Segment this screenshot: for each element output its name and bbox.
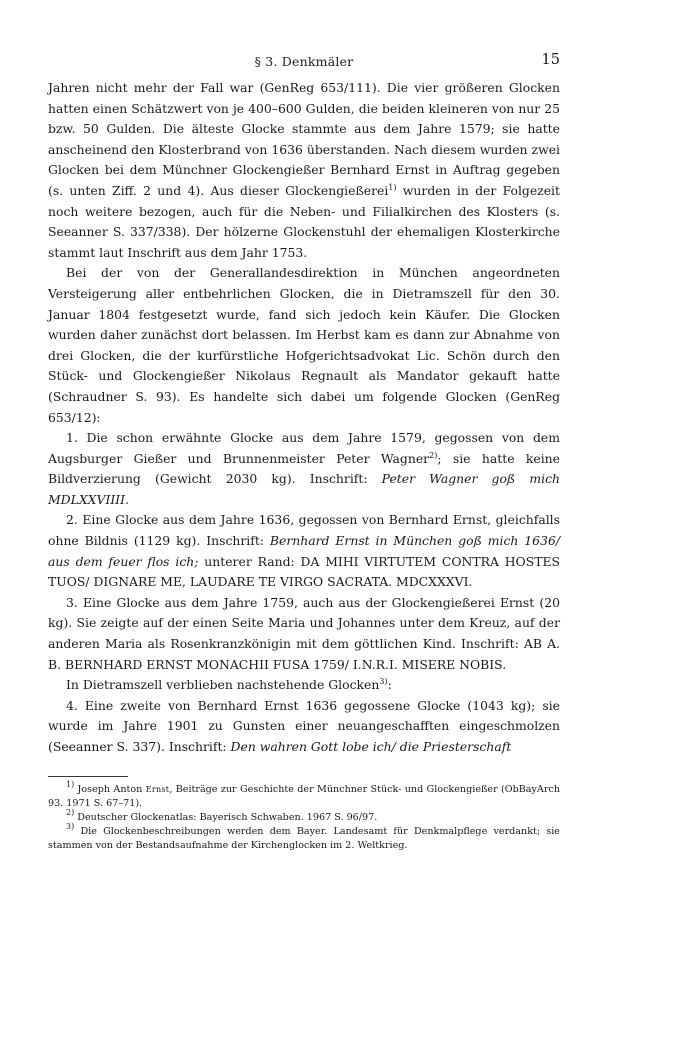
- bell-item-2: 2. Eine Glocke aus dem Jahre 1636, gegossen von Bernhard Ernst, gleichfalls ohne Bildnis (1129 kg). Inschrift: Bernhard Ernst in München goß mich 1636/ aus dem feuer flos ich; unterer Rand: DA MIHI VIRTUTEM CONTRA HOSTES TUOS/ DIGNARE ME, LAUDARE TE VIRGO SACRATA. MDCXXXVI.: [48, 512, 561, 590]
- page-header: [48, 52, 560, 78]
- footnotes: [48, 779, 561, 853]
- bell-item-1: 1. Die schon erwähnte Glocke aus dem Jahre 1579, gegossen von dem Augsburger Gießer und Brunnenmeister Peter Wagner$^{2)}$; sie hatte keine Bildverzierung (Gewicht 2030 kg). Inschrift: Peter Wagner goß mich MDLXXVIIII.: [48, 430, 560, 507]
- document-page: [48, 52, 560, 853]
- running-head: § 3. Denkmäler: [254, 54, 354, 69]
- body-text: [48, 78, 560, 758]
- paragraph-remaining: In Dietramszell verblieben nachstehende Glocken$^{3)}$:: [66, 677, 392, 693]
- footnote-ref-2: 2): [429, 450, 438, 460]
- footnote-divider: [48, 776, 128, 777]
- paragraph-2: Bei der von der Generallandesdirektion in München angeordneten Versteigerung aller entbehrlichen Glocken, die in Dietramszell für den 30. Januar 1804 festgesetzt wurde, fand sich jedoch kein Käufer. Die Glocken wurden daher zunächst dort belassen. Im Herbst kam es dann zur Abnahme von drei Glocken, die der kurfürstliche Hofgerichtsadvokat Lic. Schön durch den Stück- und Glockengießer Nikolaus Regnault als Mandator gekauft hatte (Schraudner S. 93). Es handelte sich dabei um folgende Glocken (GenReg 653/12):: [48, 265, 560, 425]
- inscription: Den wahren Gott lobe ich/ die Priesterschaft: [230, 739, 512, 754]
- inscription: Bernhard Ernst in München goß mich 1636/ aus dem feuer flos ich;: [48, 533, 561, 569]
- paragraph-1: Jahren nicht mehr der Fall war (GenReg 653/111). Die vier größeren Glocken hatten einen Schätzwert von je 400–600 Gulden, die beiden kleineren von nur 25 bzw. 50 Gulden. Die älteste Glocke stammte aus dem Jahre 1579; sie hatte anscheinend den Klosterbrand von 1636 überstanden. Nach diesem wurden zwei Glocken bei dem Münchner Glockengießer Bernhard Ernst in Auftrag gegeben (s. unten Ziff. 2 und 4). Aus dieser Glockengießerei$^{1)}$ wurden in der Folgezeit noch weitere bezogen, auch für die Neben- und Filialkirchen des Klosters (s. Seeanner S. 337/338). Der hölzerne Glockenstuhl der ehemaligen Klosterkirche stammt laut Inschrift aus dem Jahr 1753.: [48, 80, 560, 260]
- footnote-ref-3: 3): [379, 677, 388, 687]
- footnote-2: $^{2)}$ Deutscher Glockenatlas: Bayerisch Schwaben. 1967 S. 96/97.: [66, 807, 378, 823]
- page-number: 15: [541, 52, 560, 68]
- footnote-ref-1: 1): [388, 182, 397, 192]
- bell-item-4: 4. Eine zweite von Bernhard Ernst 1636 gegossene Glocke (1043 kg); sie wurde im Jahre 1901 zu Gunsten einer neuangeschafften eingeschmolzen (Seeanner S. 337). Inschrift: Den wahren Gott lobe ich/ die Priesterschaft: [48, 697, 560, 754]
- footnote-3: $^{3)}$ Die Glockenbeschreibungen werden dem Bayer. Landesamt für Denkmalpflege verdankt; sie stammen von der Bestandsaufnahme der Kirchenglocken im 2. Weltkrieg.: [48, 821, 560, 851]
- bell-item-3: 3. Eine Glocke aus dem Jahre 1759, auch aus der Glockengießerei Ernst (20 kg). Sie zeigte auf der einen Seite Maria und Johannes unter dem Kreuz, auf der anderen Maria als Rosenkranzkönigin mit dem göttlichen Kind. Inschrift: AB A. B. BERNHARD ERNST MONACHII FUSA 1759/ I.N.R.I. MISERE NOBIS.: [48, 594, 560, 672]
- footnote-1: $^{1)}$ Joseph Anton Ernst, Beiträge zur Geschichte der Münchner Stück- und Glockengießer (ObBayArch 93. 1971 S. 67–71).: [48, 779, 561, 809]
- author-name: Ernst: [145, 784, 170, 794]
- inscription: Peter Wagner goß mich MDLXXVIIII.: [48, 471, 560, 507]
